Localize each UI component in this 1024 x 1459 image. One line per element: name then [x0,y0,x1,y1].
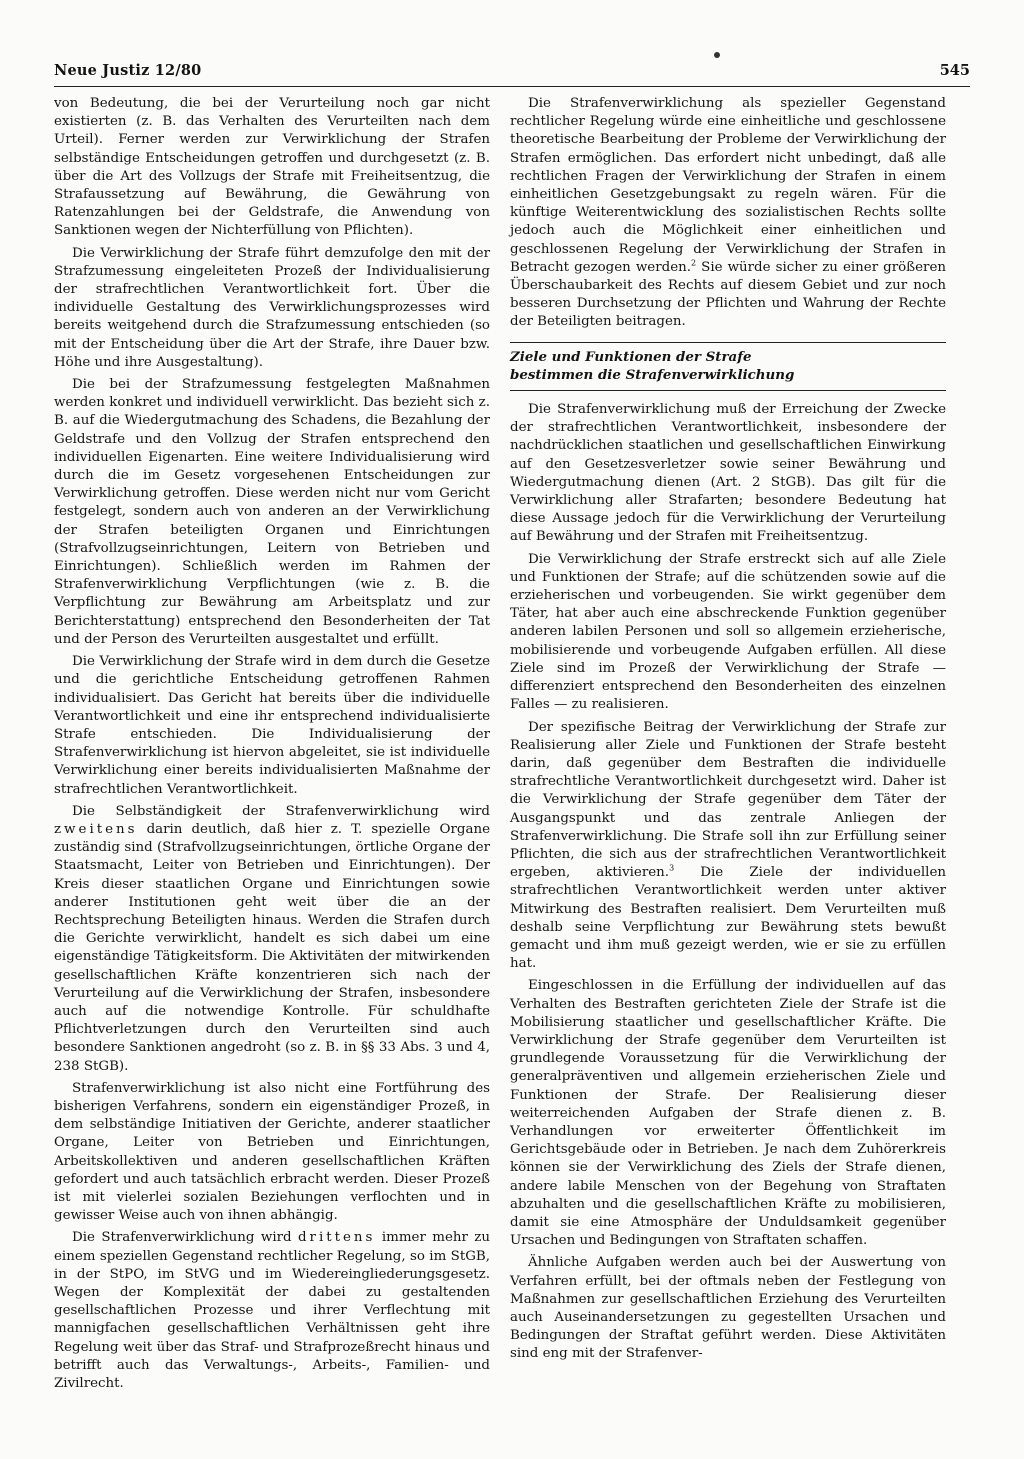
paragraph [510,719,946,974]
page-header [54,62,970,87]
paragraph [54,803,490,1076]
left-column [54,95,490,1397]
section-heading [510,342,946,391]
text: darin deutlich, daß hier z. T. spezielle Organe zuständig sind (Strafvollzugseinrichtungen, örtliche Organe der Staatsmacht, Leiter von Betrieben und Einrichtungen). Der Kreis dieser staatlichen Organe und Einrichtungen sowie anderer Institutionen geht weit über die an der Rechtsprechung Beteiligten hinaus. Werden die Strafen durch die Gerichte verwirklicht, handelt es sich dabei um eine eigenständige Tätigkeitsform. Die Aktivitäten der mitwirkenden gesellschaftlichen Kräfte konzentrieren sich nach der Verurteilung auf die Verwirklichung der Strafen, insbesondere auch auf die notwendige Kontrolle. Für schuldhafte Pflichtverletzungen durch den Verurteilten sind auch besondere Sanktionen angedroht (so z. B. in §§ 33 Abs. 3 und 4, 238 StGB). [54,821,490,1074]
paragraph: Die Verwirklichung der Strafe wird in dem durch die Gesetze und die gerichtliche Entscheidung getroffenen Rahmen individualisiert. Das Gericht hat bereits über die individuelle Verantwortlichkeit und eine ihr entsprechend individualisierte Strafe entschieden. Die Individualisierung der Strafenverwirklichung ist hiervon abgeleitet, sie ist individuelle Verwirklichung einer bereits individualisierten Maßnahme der strafrechtlichen Verantwortlichkeit. [54,654,490,797]
paragraph: Die Verwirklichung der Strafe führt demzufolge den mit der Strafzumessung eingeleiteten Prozeß der Individualisierung der strafrechtlichen Verantwortlichkeit fort. Über die individuelle Gestaltung des Verwirklichungsprozesses wird bereits weitgehend durch die Strafzumessung entschieden (so mit der Entscheidung über die Art der Strafe, ihre Dauer bzw. Höhe und ihre Ausgestaltung). [54,245,490,370]
paragraph: Ähnliche Aufgaben werden auch bei der Auswertung von Verfahren erfüllt, bei der oftmals neben der Festlegung von Maßnahmen zur gesellschaftlichen Erziehung des Verurteilten auch Auseinandersetzungen zu gegestellten Ursachen und Bedingungen der Straftat geführt werden. Diese Aktivitäten sind eng mit der Strafenver- [510,1255,946,1362]
paragraph: Strafenverwirklichung ist also nicht eine Fortführung des bisherigen Verfahrens, sondern ein eigenständiger Prozeß, in dem selbständige Initiativen der Gerichte, anderer staatlicher Organe, Leiter von Betrieben und Einrichtungen, Arbeitskollektiven und anderen gesellschaftlichen Kräften gefordert und auch tatsächlich erbracht werden. Dieser Prozeß ist mit vielerlei sozialen Beziehungen verflochten und in gewisser Weise auch von ihnen abhängig. [54,1080,490,1224]
text: Sie würde sicher zu einer größeren Überschaubarkeit des Rechts auf diesem Gebiet und zur noch besseren Durchsetzung der Pflichten und Wahrung der Rechte der Beteiligten beitragen. [510,259,946,330]
footnote-ref: 2 [691,258,697,268]
paragraph: Die Verwirklichung der Strafe erstreckt sich auf alle Ziele und Funktionen der Strafe; auf die schützenden sowie auf die erzieherischen und vorbeugenden. Sie wirkt gegenüber dem Täter, hat aber auch eine abschreckende Funktion gegenüber anderen labilen Personen und soll so allgemein erzieherische, mobilisierende und vorbeugende Aufgaben erfüllen. All diese Ziele sind im Prozeß der Verwirklichung der Strafe — differenziert entsprechend den Besonderheiten des einzelnen Falles — zu realisieren. [510,551,946,713]
text: Die Ziele der individuellen strafrechtlichen Verantwortlichkeit werden unter aktiver Mitwirkung des Bestraften realisiert. Dem Verurteilten muß deshalb seine Verpflichtung zur Bewährung stets bewußt gemacht und ihm muß gezeigt werden, wie er sie zu erfüllen hat. [510,865,946,972]
section-heading-line: bestimmen die Strafenverwirklichung [510,366,795,383]
footnote-ref: 3 [669,863,675,873]
paragraph [54,1229,490,1393]
text: Der spezifische Beitrag der Verwirklichung der Strafe zur Realisierung aller Ziele und Funktionen der Strafe besteht darin, daß gegenüber dem Bestraften die individuelle strafrechtliche Verantwortlichkeit durchgesetzt wird. Daher ist die Verwirklichung der Strafe gegenüber dem Täter der Ausgangspunkt und das zentrale Anliegen der Strafenverwirklichung. Die Strafe soll ihn zur Erfüllung seiner Pflichten, die sich aus der strafrechtlichen Verantwortlichkeit ergeben, aktivieren. [510,719,946,881]
paragraph [510,95,946,332]
spaced-emphasis: zweitens [54,821,138,837]
text: Die Selbständigkeit der Strafenverwirklichung wird [72,803,490,819]
spaced-emphasis: drittens [297,1230,376,1246]
paragraph: von Bedeutung, die bei der Verurteilung noch gar nicht existierten (z. B. das Verhalten des Verurteilten nach dem Urteil). Ferner werden zur Verwirklichung der Strafen selbständige Entscheidungen getroffen und durchgesetzt (z. B. über die Art des Vollzugs der Strafe mit Freiheitsentzug, die Strafaussetzung auf Bewährung, die Gewährung von Ratenzahlungen bei der Geldstrafe, die Anwendung von Sanktionen wegen der Nichterfüllung von Pflichten). [54,96,490,239]
right-column [510,95,946,1368]
text: immer mehr zu einem speziellen Gegenstand rechtlicher Regelung, so im StGB, in der StPO, im StVG und im Wiedereingliederungsgesetz. Wegen der Komplexität der dabei zu gestaltenden gesellschaftlichen Prozesse und ihrer Verflechtung mit mannigfachen gesellschaftlichen Verhältnissen geht ihre Regelung weit über das Straf- und Strafprozeßrecht hinaus und betrifft auch das Verwaltungs-, Arbeits-, Familien- und Zivilrecht. [54,1230,490,1392]
text: Die Strafenverwirklichung als spezieller Gegenstand rechtlicher Regelung würde eine einheitliche und geschlossene theoretische Bearbeitung der Probleme der Verwirklichung der Strafen ermöglichen. Das erfordert nicht unbedingt, daß alle rechtlichen Fragen der Verwirklichung der Strafen in einem einheitlichen Gesetzgebungsakt zu regeln wären. Für die künftige Weiterentwicklung des sozialistischen Rechts sollte jedoch auch die Möglichkeit einer einheitlichen und geschlossenen Regelung der Verwirklichung der Strafen in Betracht gezogen werden. [510,96,946,275]
print-dot [714,52,720,58]
journal-title: Neue Justiz 12/80 [54,62,202,79]
paragraph: Die bei der Strafzumessung festgelegten Maßnahmen werden konkret und individuell verwirklicht. Das bezieht sich z. B. auf die Wiedergutmachung des Schadens, die Bezahlung der Geldstrafe und den Vollzug der Strafen entsprechend den individuellen Eigenarten. Eine weitere Individualisierung wird durch die im Gesetz vorgesehenen Entscheidungen zur Verwirklichung getroffen. Diese werden nicht nur vom Gericht festgelegt, sondern auch von anderen an der Verwirklichung der Strafen beteiligten Organen und Einrichtungen (Strafvollzugseinrichtungen, Leitern von Betrieben und Einrichtungen). Schließlich werden im Rahmen der Strafenverwirklichung Verpflichtungen (wie z. B. die Verpflichtung zur Bewährung am Arbeitsplatz und zur Berichterstattung) entsprechend den Besonderheiten der Tat und der Person des Verurteilten ausgestaltet und erfüllt. [54,377,490,647]
paragraph: Eingeschlossen in die Erfüllung der individuellen auf das Verhalten des Bestraften gerichteten Ziele der Strafe ist die Mobilisierung staatlicher und gesellschaftlicher Kräfte. Die Verwirklichung der Strafe gegenüber dem Verurteilten ist grundlegende Voraussetzung für die Verwirklichung der generalpräventiven und allgemein erzieherischen Ziele und Funktionen der Strafe. Der Realisierung dieser weiterreichenden Aufgaben der Strafe dienen z. B. Verhandlungen vor erweiterter Öffentlichkeit im Gerichtsgebäude oder in Betrieben. Je nach dem Zuhörerkreis können sie der Verwirklichung des Ziels der Strafe dienen, andere labile Menschen von der Begehung von Straftaten abzuhalten und die gesellschaftlichen Kräfte zu mobilisieren, damit sie eine Atmosphäre der Unduldsamkeit gegenüber Ursachen und Bedingungen von Straftaten schaffen. [510,978,946,1249]
text: Die Strafenverwirklichung wird [72,1230,298,1246]
page-number: 545 [939,62,970,79]
paragraph: Die Strafenverwirklichung muß der Erreichung der Zwecke der strafrechtlichen Verantwortlichkeit, insbesondere der nachdrücklichen staatlichen und gesellschaftlichen Einwirkung auf den Gesetzesverletzer sowie seiner Bewährung und Wiedergutmachung dienen (Art. 2 StGB). Das gilt für die Verwirklichung aller Strafarten; besondere Bedeutung hat diese Aussage jedoch für die Verwirklichung der Verurteilung auf Bewährung und der Strafen mit Freiheitsentzug. [510,402,946,545]
section-heading-line: Ziele und Funktionen der Strafe [510,348,752,365]
